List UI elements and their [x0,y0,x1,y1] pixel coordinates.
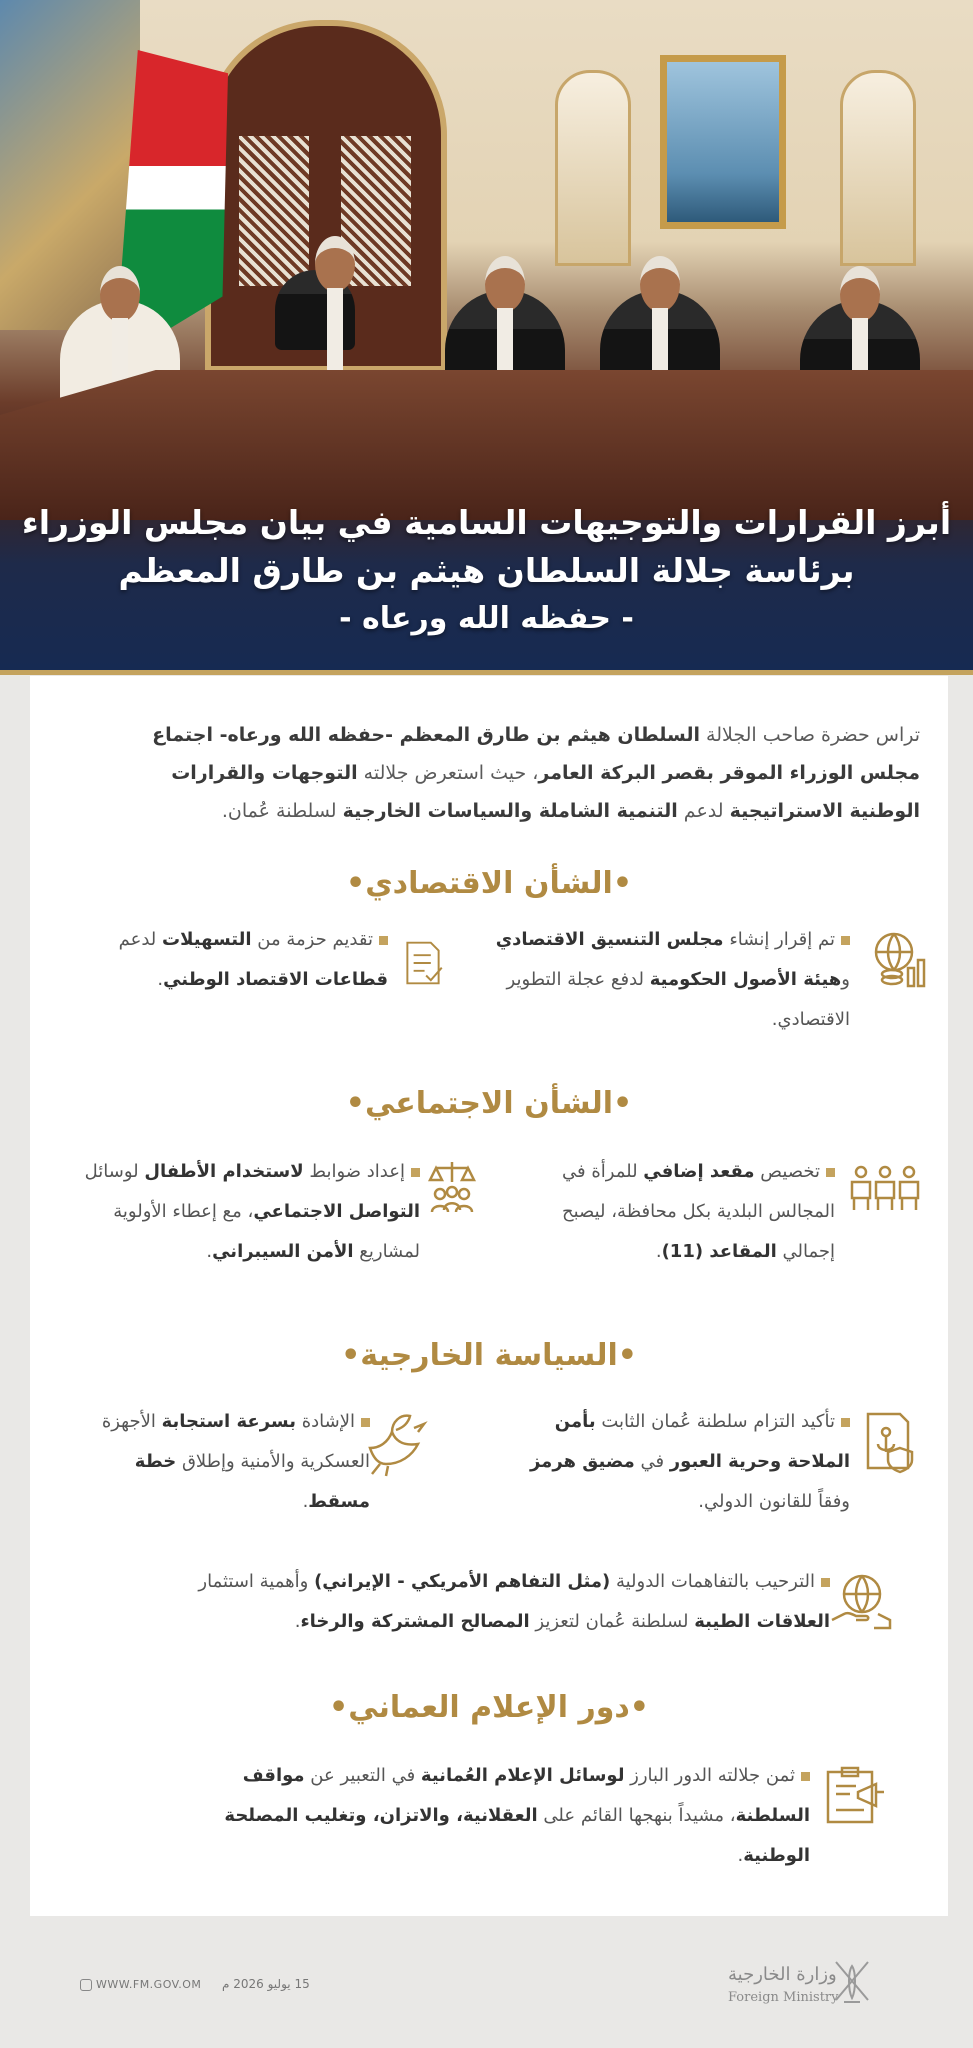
intro-paragraph: تراس حضرة صاحب الجلالة السلطان هيثم بن طارق المعظم -حفظه الله ورعاه- اجتماع مجلس الوزراء الموقر بقصر البركة العامر، حيث استعرض جلالته التوجهات والقرارات الوطنية الاستراتيجية لدعم التنمية الشاملة والسياسات الخارجية لسلطنة عُمان. [152,724,920,822]
section-title-social: •الشأن الاجتماعي• [345,1086,633,1121]
clipboard-megaphone-icon [820,1764,890,1826]
wall-alcove [555,70,631,266]
seats-icon [848,1162,922,1216]
globe-coins-icon [868,928,932,992]
document-check-icon [398,938,448,988]
section-title-media: •دور الإعلام العماني• [329,1690,649,1725]
dove-icon [360,1408,430,1478]
scales-people-icon [428,1158,476,1216]
section-title-economic: •الشأن الاقتصادي• [346,866,632,901]
media-item-1: ثمن جلالته الدور البارز لوسائل الإعلام العُمانية في التعبير عن مواقف السلطنة، مشيداً بنهجها القائم على العقلانية، والاتزان، وتغليب المصلحة الوطنية. [224,1765,810,1866]
divider [0,670,973,675]
section-title-foreign: •السياسة الخارجية• [341,1338,637,1373]
ministry-name-en: Foreign Ministry [728,1990,839,2005]
foreign-item-1: تأكيد التزام سلطنة عُمان الثابت بأمن الملاحة وحرية العبور في مضيق هرمز وفقاً للقانون الدولي. [529,1411,850,1512]
header-line-3: - حفظه الله ورعاه - [339,600,634,636]
header-banner [0,470,973,670]
document-anchor-icon [862,1410,918,1474]
wall-alcove [840,70,916,266]
content-card [30,676,948,1916]
person [275,270,355,350]
foreign-item-3: الترحيب بالتفاهمات الدولية (مثل التفاهم الأمريكي - الإيراني) وأهمية استثمار العلاقات الطيبة لسلطنة عُمان لتعزيز المصالح المشتركة والرخاء. [198,1571,830,1632]
ministry-name-ar: وزارة الخارجية [728,1964,837,1985]
instagram-icon [80,1979,92,1991]
social-item-2: إعداد ضوابط لاستخدام الأطفال لوسائل التواصل الاجتماعي، مع إعطاء الأولوية لمشاريع الأمن السيبراني. [84,1161,420,1262]
footer [0,1916,973,2048]
header-line-1: أبرز القرارات والتوجيهات السامية في بيان مجلس الوزراء [21,502,952,542]
social-item-1: تخصيص مقعد إضافي للمرأة في المجالس البلدية بكل محافظة، ليصبح إجمالي المقاعد (11). [561,1161,835,1262]
foreign-item-2: الإشادة بسرعة استجابة الأجهزة العسكرية والأمنية وإطلاق خطة مسقط. [101,1411,370,1512]
publish-date: 15 يوليو 2026 م [222,1977,310,1991]
economic-item-2: تقديم حزمة من التسهيلات لدعم قطاعات الاقتصاد الوطني. [118,929,388,990]
oman-emblem-icon [830,1956,874,2006]
website-link[interactable]: WWW.FM.GOV.OM [80,1978,201,1991]
hero-photo [0,0,973,672]
globe-hand-icon [830,1570,894,1634]
economic-item-1: تم إقرار إنشاء مجلس التنسيق الاقتصادي وهيئة الأصول الحكومية لدفع عجلة التطوير الاقتصادي. [495,929,850,1030]
sailing-painting [660,55,786,229]
header-line-2: برئاسة جلالة السلطان هيثم بن طارق المعظم [118,551,855,591]
